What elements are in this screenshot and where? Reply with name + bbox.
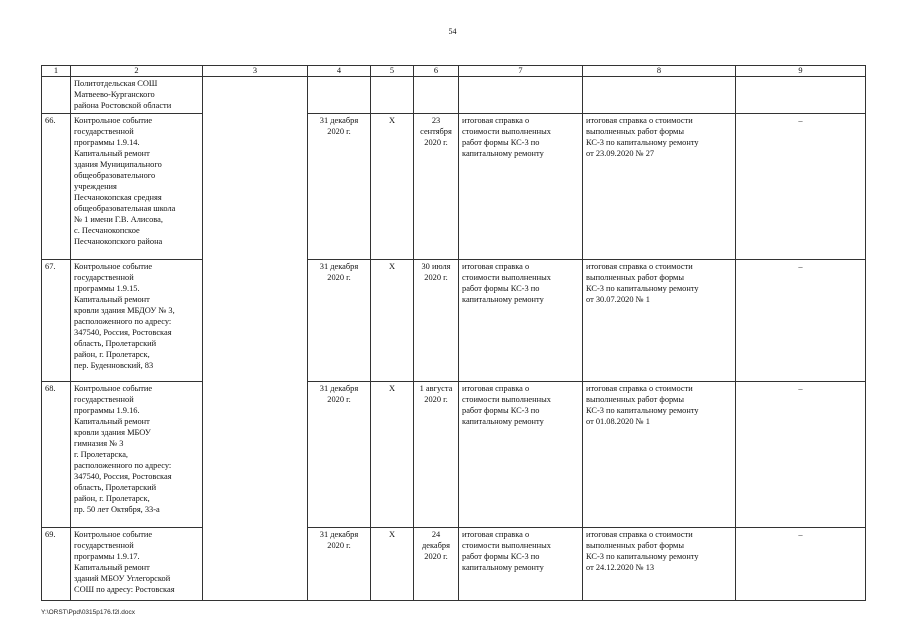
planned-date: 31 декабря 2020 г. — [308, 528, 371, 601]
document-text: итоговая справка о стоимости выполненных работ формы КС-3 по капитальному ремонту от 23.09.2020 № 27 — [583, 114, 736, 260]
planned-date: 31 декабря 2020 г. — [308, 114, 371, 260]
row-number: 67. — [42, 260, 71, 382]
actual-date: 24 декабря 2020 г. — [414, 528, 459, 601]
column-3-cell — [203, 260, 308, 382]
event-description: Контрольное событие государственной программы 1.9.14. Капитальный ремонт здания Муниципального общеобразовательного учреждения Песчанокопская средняя общеобразовательная школа № 1 имени Г.В. Алисова, с. Песчанокопское Песчанокопского района — [71, 114, 203, 260]
column-header: 5 — [371, 66, 414, 77]
continuation-text: Политотдельская СОШ Матвеево-Курганского района Ростовской области — [71, 77, 203, 114]
planned-date: 31 декабря 2020 г. — [308, 260, 371, 382]
column-5-mark: X — [371, 114, 414, 260]
table-row — [42, 260, 866, 382]
result-text: итоговая справка о стоимости выполненных работ формы КС-3 по капитальному ремонту — [459, 382, 583, 528]
note-cell: – — [736, 260, 866, 382]
actual-date: 1 августа 2020 г. — [414, 382, 459, 528]
report-table — [41, 65, 866, 601]
row-number: 68. — [42, 382, 71, 528]
event-description: Контрольное событие государственной программы 1.9.15. Капитальный ремонт кровли здания МБДОУ № 3, расположенного по адресу: 347540, Россия, Ростовская область, Пролетарский район, г. Пролетарск, пер. Буденновский, 83 — [71, 260, 203, 382]
column-number-row — [42, 66, 866, 77]
column-3-cell — [203, 382, 308, 528]
result-text: итоговая справка о стоимости выполненных работ формы КС-3 по капитальному ремонту — [459, 528, 583, 601]
note-cell: – — [736, 114, 866, 260]
column-3-cell — [203, 528, 308, 601]
note-cell: – — [736, 528, 866, 601]
actual-date: 30 июля 2020 г. — [414, 260, 459, 382]
row-number: 69. — [42, 528, 71, 601]
column-5-mark: X — [371, 260, 414, 382]
page-number: 54 — [448, 27, 457, 36]
column-header: 8 — [583, 66, 736, 77]
table-row — [42, 528, 866, 601]
column-header: 1 — [42, 66, 71, 77]
document-text: итоговая справка о стоимости выполненных работ формы КС-3 по капитальному ремонту от 01.08.2020 № 1 — [583, 382, 736, 528]
column-header: 3 — [203, 66, 308, 77]
row-number: 66. — [42, 114, 71, 260]
column-header: 9 — [736, 66, 866, 77]
event-description: Контрольное событие государственной программы 1.9.17. Капитальный ремонт зданий МБОУ Углегорской СОШ по адресу: Ростовская — [71, 528, 203, 601]
column-5-mark: X — [371, 382, 414, 528]
document-text: итоговая справка о стоимости выполненных работ формы КС-3 по капитальному ремонту от 24.12.2020 № 13 — [583, 528, 736, 601]
document-text: итоговая справка о стоимости выполненных работ формы КС-3 по капитальному ремонту от 30.07.2020 № 1 — [583, 260, 736, 382]
table-row — [42, 382, 866, 528]
event-description: Контрольное событие государственной программы 1.9.16. Капитальный ремонт кровли здания МБОУ гимназия № 3 г. Пролетарска, расположенного по адресу: 347540, Россия, Ростовская область, Пролетарский район, г. Пролетарск, пр. 50 лет Октября, 33-а — [71, 382, 203, 528]
result-text: итоговая справка о стоимости выполненных работ формы КС-3 по капитальному ремонту — [459, 260, 583, 382]
column-5-mark: X — [371, 528, 414, 601]
table-row — [42, 114, 866, 260]
column-header: 6 — [414, 66, 459, 77]
footer-file-path: Y:\ORST\Ppd\0315p176.f2l.docx — [41, 609, 135, 616]
result-text: итоговая справка о стоимости выполненных работ формы КС-3 по капитальному ремонту — [459, 114, 583, 260]
column-header: 2 — [71, 66, 203, 77]
note-cell: – — [736, 382, 866, 528]
actual-date: 23 сентября 2020 г. — [414, 114, 459, 260]
continuation-row — [42, 77, 866, 114]
column-header: 4 — [308, 66, 371, 77]
planned-date: 31 декабря 2020 г. — [308, 382, 371, 528]
column-3-cell — [203, 114, 308, 260]
column-header: 7 — [459, 66, 583, 77]
